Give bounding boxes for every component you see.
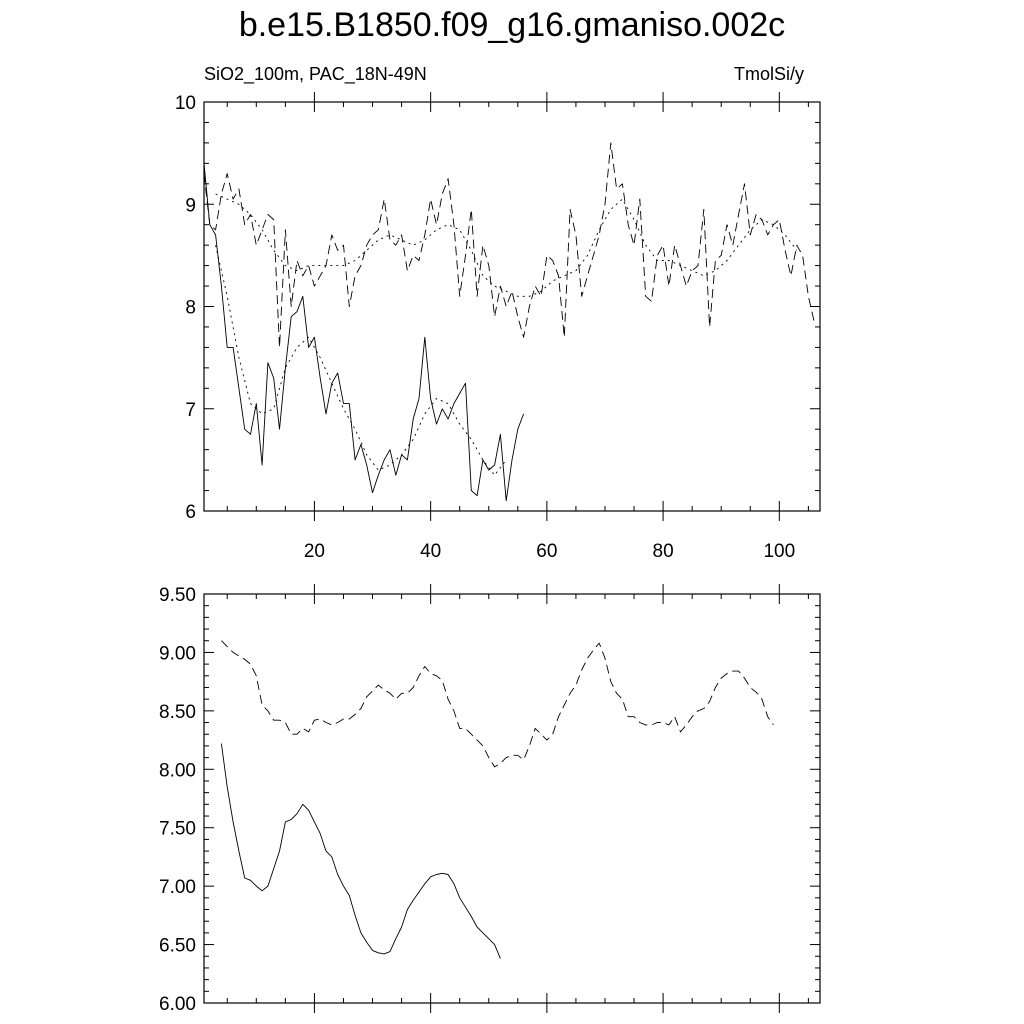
y-tick-label: 8.00: [159, 760, 196, 782]
plot-frame: [204, 594, 820, 1003]
series-dashed-line-2: [221, 641, 773, 767]
series-solid-line-1: [204, 163, 524, 501]
x-tick-label: 60: [536, 541, 558, 562]
y-tick-label: 6.50: [159, 935, 196, 957]
series-dashed-line-3: [204, 143, 814, 348]
x-tick-label: 40: [420, 541, 442, 562]
y-tick-label: 8.50: [159, 701, 196, 723]
series-solid-line-1: [221, 744, 500, 959]
y-tick-label: 10: [174, 93, 196, 114]
top-panel: [175, 92, 820, 562]
figure-title: b.e15.B1850.f09_g16.gmaniso.002c: [238, 6, 786, 44]
variable-region-label: SiO2_100m, PAC_18N-49N: [204, 64, 427, 84]
y-tick-label: 6.00: [159, 994, 196, 1015]
y-tick-label: 6: [185, 502, 196, 523]
y-tick-label: 7.50: [159, 818, 196, 840]
x-tick-label: 80: [652, 541, 674, 562]
y-tick-label: 9: [185, 195, 196, 217]
series-dotted-line-4: [216, 194, 797, 296]
series-dotted-line-2: [216, 245, 507, 475]
x-tick-label: 20: [303, 541, 325, 562]
plot-frame: [204, 102, 820, 511]
bottom-panel: [159, 584, 820, 1015]
y-tick-label: 9.00: [159, 643, 196, 665]
y-tick-label: 7.00: [159, 877, 196, 899]
units-label: TmolSi/y: [734, 64, 805, 84]
y-tick-label: 9.50: [159, 585, 196, 606]
x-tick-label: 100: [763, 541, 796, 562]
y-tick-label: 7: [185, 399, 196, 421]
y-tick-label: 8: [185, 297, 196, 319]
